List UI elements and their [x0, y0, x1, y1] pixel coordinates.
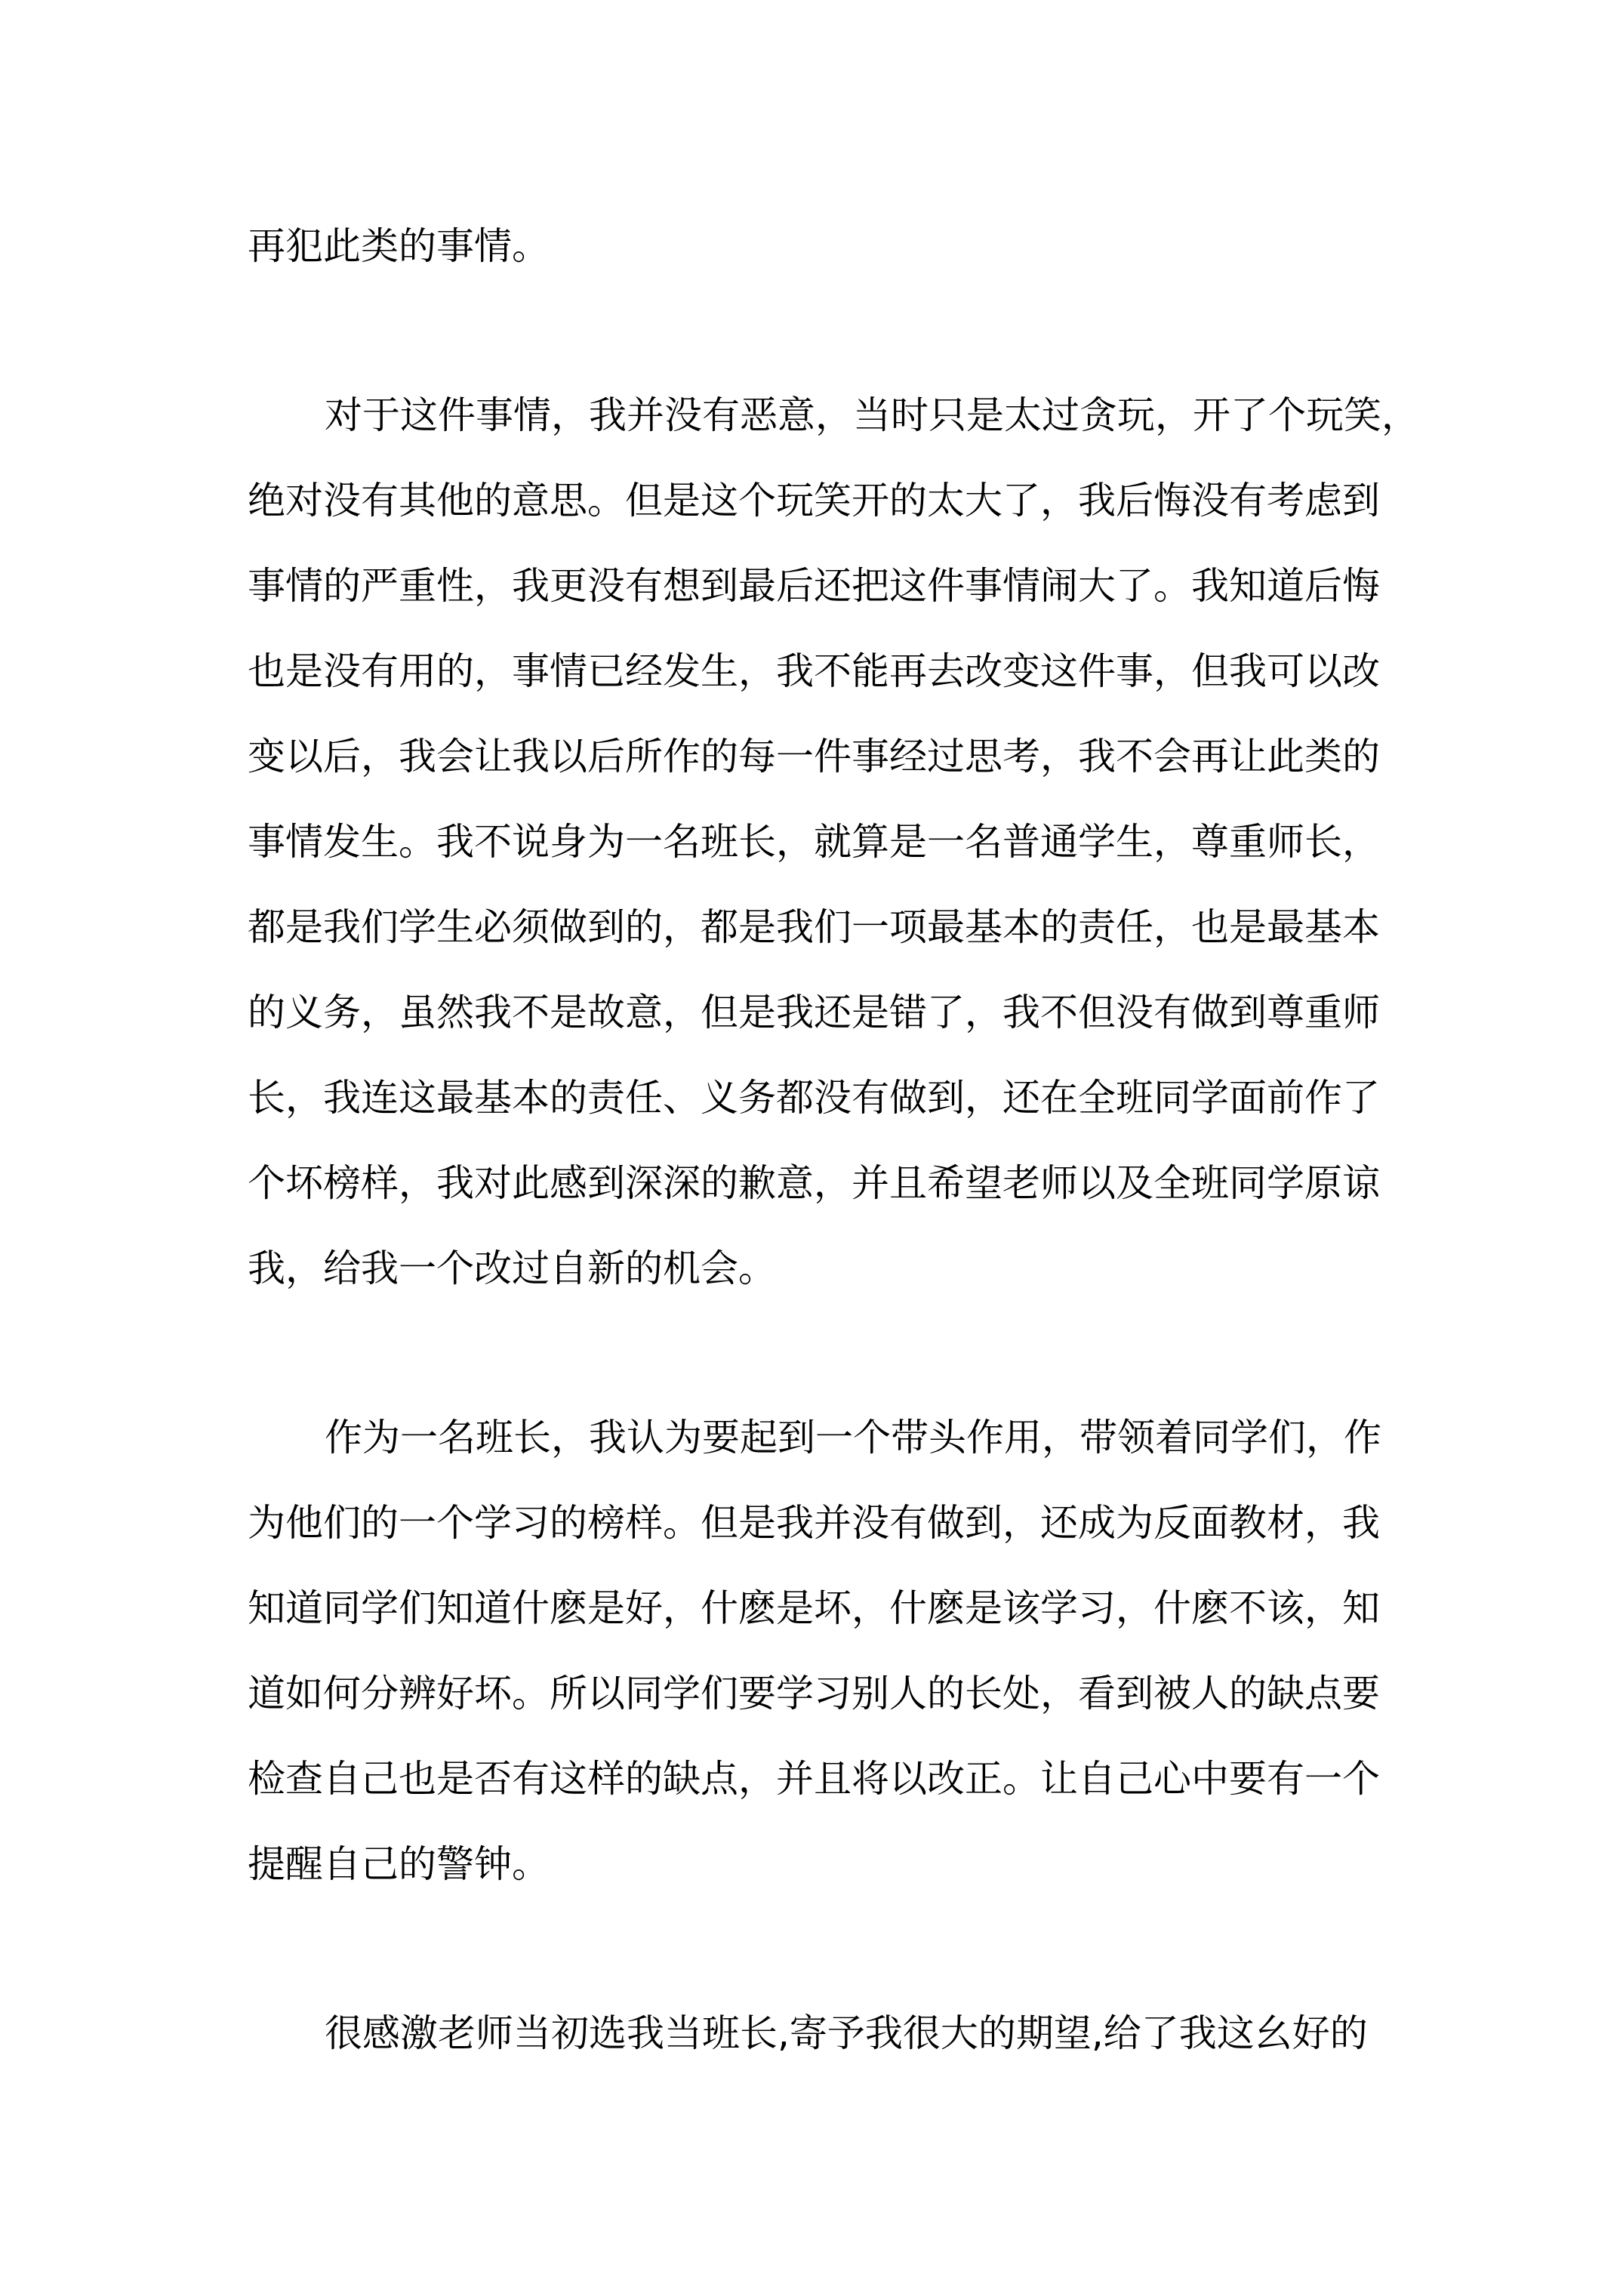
- text-line: 变以后，我会让我以后所作的每一件事经过思考，我不会再让此类的: [248, 735, 1380, 778]
- text-line: 提醒自己的警钟。: [248, 1842, 550, 1886]
- text-line: 个坏榜样，我对此感到深深的歉意，并且希望老师以及全班同学原谅: [248, 1161, 1380, 1205]
- paragraph-first-line: 很感激老师当初选我当班长,寄予我很大的期望,给了我这幺好的: [325, 2011, 1368, 2055]
- text-line: 为他们的一个学习的榜样。但是我并没有做到，还成为反面教材，我: [248, 1501, 1380, 1545]
- text-line: 绝对没有其他的意思。但是这个玩笑开的太大了，我后悔没有考虑到: [248, 479, 1380, 522]
- text-line: 检查自己也是否有这样的缺点，并且将以改正。让自己心中要有一个: [248, 1757, 1380, 1801]
- text-line: 我，给我一个改过自新的机会。: [248, 1247, 776, 1290]
- text-line: 事情的严重性，我更没有想到最后还把这件事情闹大了。我知道后悔: [248, 564, 1380, 608]
- text-line: 的义务，虽然我不是故意，但是我还是错了，我不但没有做到尊重师: [248, 991, 1380, 1034]
- paragraph-first-line: 作为一名班长，我认为要起到一个带头作用，带领着同学们，作: [325, 1416, 1381, 1459]
- text-line: 都是我们学生必须做到的，都是我们一项最基本的责任，也是最基本: [248, 905, 1380, 949]
- text-line: 事情发生。我不说身为一名班长，就算是一名普通学生，尊重师长，: [248, 820, 1380, 864]
- text-line: 也是没有用的，事情已经发生，我不能再去改变这件事，但我可以改: [248, 649, 1380, 693]
- text-line: 道如何分辨好坏。所以同学们要学习别人的长处，看到被人的缺点要: [248, 1672, 1380, 1715]
- text-line: 长，我连这最基本的责任、义务都没有做到，还在全班同学面前作了: [248, 1076, 1380, 1120]
- text-line: 再犯此类的事情。: [248, 224, 550, 268]
- text-line: 知道同学们知道什麽是好，什麽是坏，什麽是该学习，什麽不该，知: [248, 1586, 1380, 1630]
- paragraph-first-line: 对于这件事情，我并没有恶意，当时只是太过贪玩，开了个玩笑，: [325, 393, 1419, 437]
